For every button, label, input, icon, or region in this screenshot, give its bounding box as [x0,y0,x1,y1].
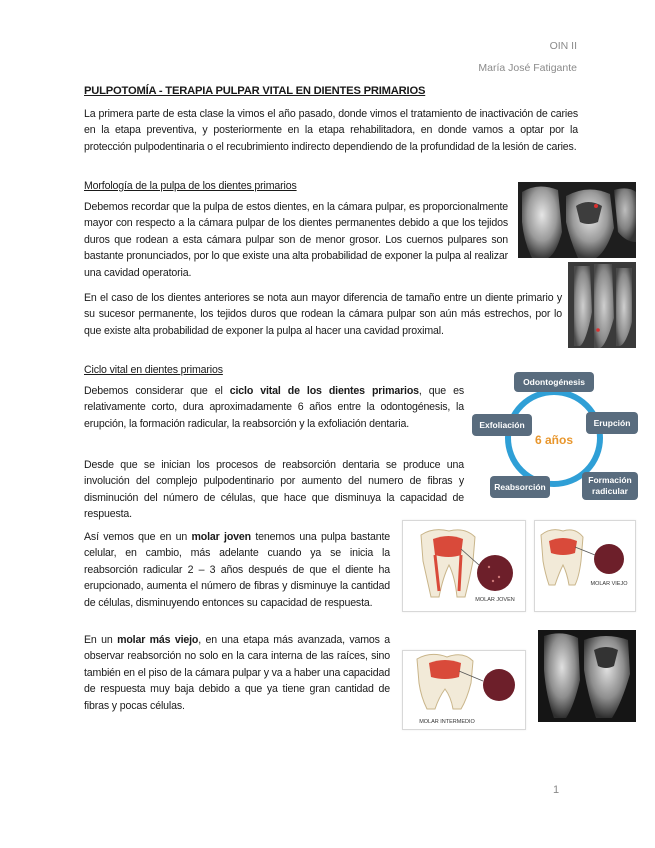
cycle-stage-exfoliation [472,414,532,436]
lifecycle-paragraph-2: Desde que se inician los procesos de reabsorción dentaria se produce una involución del complejo pulpodentinario por aumento del numero de fibras y disminución del número de células, que hace que disminuya la capacidad de respuesta. [84,459,464,521]
svg-text:Erupción: Erupción [593,418,631,428]
cycle-stage-root-formation [582,472,638,500]
morphology-paragraph-2: En el caso de los dientes anteriores se nota aun mayor diferencia de tamaño entre un diente primario y su sucesor permanente, los tejidos duros que rodean la cámara pulpar son aún más estrechos, por lo que existe alta probabilidad de exponer la pulpa al hacer una cavidad proximal. [84,292,562,337]
lifecycle-diagram [470,368,640,504]
document-title: PULPOTOMÍA - TERAPIA PULPAR VITAL EN DIENTES PRIMARIOS [84,85,426,97]
cycle-center-label: 6 años [534,433,574,447]
old-molar-xray-image [538,630,636,722]
svg-text:Formación: Formación [588,475,632,485]
cycle-stage-eruption [586,412,638,434]
cycle-stage-odontogenesis [514,372,594,392]
morphology-paragraph-1: Debemos recordar que la pulpa de estos dientes, en la cámara pulpar, es proporcionalmente mayor con respecto a la cámara pulpar de los dientes permanentes debido a que los tejidos duros que rodean a esta cámara pulpar son de menor grosor. Los cuernos pulpares son bastante pronunciados, por lo que existe una alta probabilidad de exponer la pulpa al realizar una cavidad operatoria. [84,201,508,279]
young-molar-bold-term: molar joven [191,531,251,543]
old-molar-caption: MOLAR VIEJO [590,581,628,587]
course-label: OIN II [549,40,577,52]
author-label: María José Fatigante [478,62,577,74]
old-molar-bold-term: molar más viejo [117,634,199,646]
intermediate-molar-figure [402,650,526,730]
lifecycle-bold-term: ciclo vital de los dientes primarios [229,385,419,397]
section-lifecycle-heading: Ciclo vital en dientes primarios [84,364,223,376]
page-number: 1 [553,784,560,796]
anterior-teeth-xray-image [568,262,636,348]
molar-xray-image [518,182,636,258]
section-morphology-heading: Morfología de la pulpa de los dientes primarios [84,180,297,192]
svg-text:radicular: radicular [592,486,628,496]
young-molar-figure [402,520,526,612]
svg-text:Reabsorción: Reabsorción [494,482,546,492]
lifecycle-paragraph-1: Debemos considerar que el ciclo vital de los dientes primarios, que es relativamente corto, dura aproximadamente 6 años entre la odontogénesis, la erupción, la formación radicular, la reabsorción y la exfoliación dentaria. [84,385,464,430]
cycle-stage-resorption [490,476,550,498]
svg-text:Exfoliación: Exfoliación [479,420,525,430]
old-molar-figure [534,520,636,612]
intro-paragraph: La primera parte de esta clase la vimos el año pasado, donde vimos el tratamiento de inactivación de caries en la etapa preventiva, y posteriormente en la etapa rehabilitadora, en donde vamos a optar por la protección pulpodentinaria o el recubrimiento indirecto dependiendo de la profundidad de la lesión de caries. [84,108,578,153]
intermediate-molar-caption: MOLAR INTERMEDIO [419,719,475,725]
svg-text:Odontogénesis: Odontogénesis [523,377,585,387]
old-molar-paragraph: En un molar más viejo, en una etapa más avanzada, vamos a observar reabsorción no solo en la cara interna de las raíces, sino también en el piso de la cámara pulpar y va a haber una capacidad de respuesta muy baja debido a que ya tiene gran cantidad de fibras y pocas células. [84,634,390,712]
young-molar-caption: MOLAR JOVEN [475,597,515,603]
young-molar-paragraph: Así vemos que en un molar joven tenemos una pulpa bastante celular, en cambio, más adelante cuando ya se inicia la reabsorción radicular 2 – 3 años después de que el diente ha erupcionado, aumenta el número de fibras y disminuye la cantidad de células, disminuyendo entonces su capacidad de respuesta. [84,531,391,609]
